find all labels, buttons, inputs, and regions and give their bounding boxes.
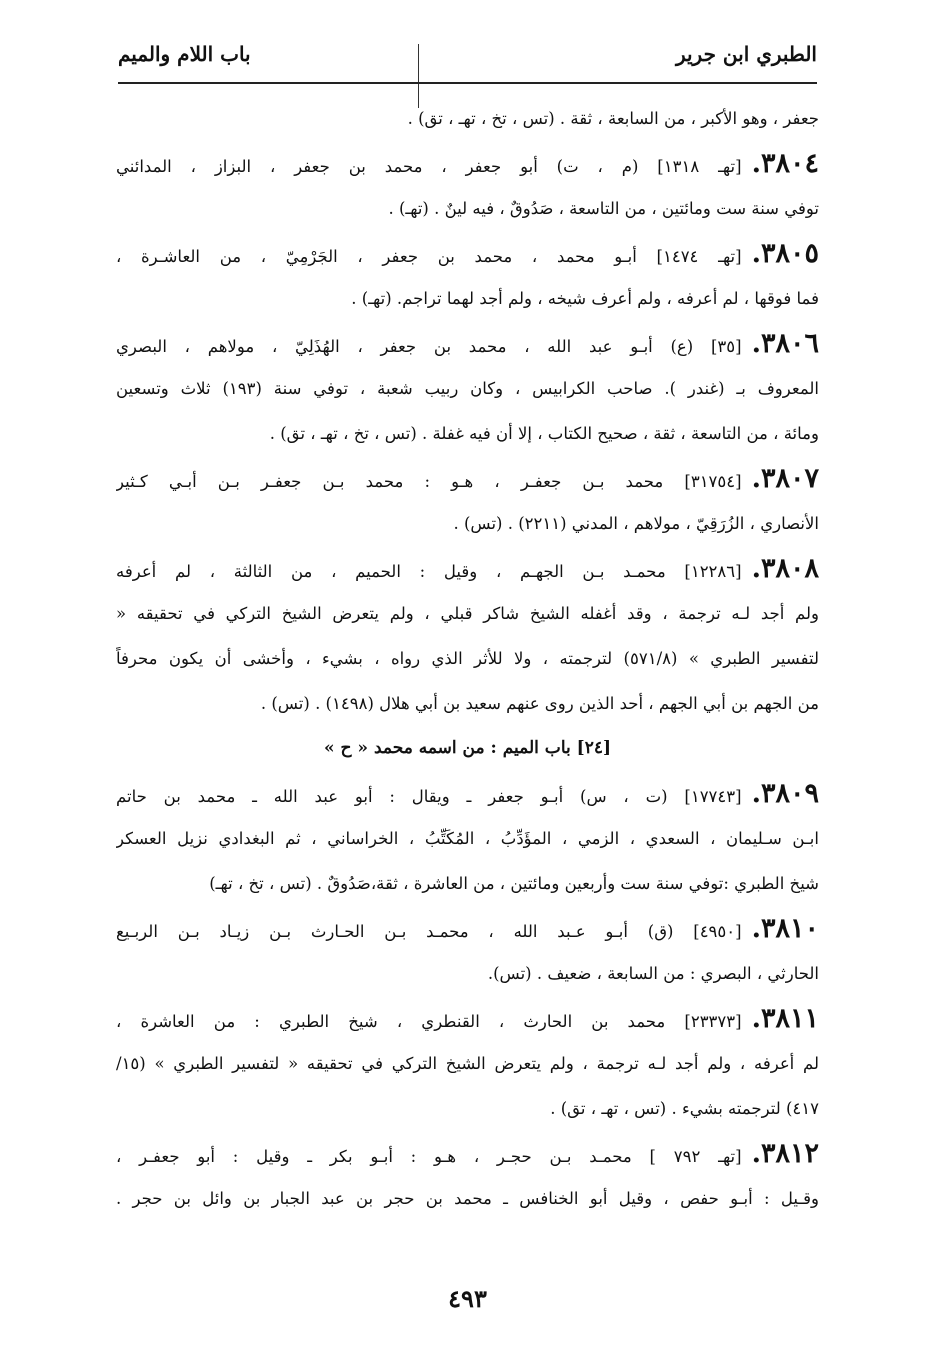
line-text: المعروف بـ (غندر ). صاحب الكرابيس ، وكان ربيب شعبة ، توفي سنة (١٩٣) ثلاث وتسعين <box>116 379 819 398</box>
text-line <box>116 771 819 816</box>
line-text: [٢٣٣٧٣] محمد بن الحارث ، القنطري ، شيخ الطبري : من العاشرة ، <box>116 1012 742 1031</box>
text-line <box>116 411 819 456</box>
text-line <box>116 186 819 231</box>
line-text: ٤١٧) لترجمته بشيء . (تس ، تهـ ، تق) . <box>550 1099 819 1118</box>
line-text: توفي سنة ست ومائتين ، من التاسعة ، صَدُوقٌ ، فيه لينٌ . (تهـ) . <box>388 199 819 218</box>
line-text: [٤٩٥٠] (ق) أبـو عـبد الله ، محمـد بـن الحـارث بـن زيـاد بـن الربـيع <box>116 922 742 941</box>
text-line <box>116 141 819 186</box>
entry-number: ٣٨٠٤. <box>751 148 819 179</box>
text-line <box>116 681 819 726</box>
page-header <box>118 38 817 84</box>
line-text: فما فوقها ، لم أعرفه ، ولم أعرف شيخه ، ولم أجد لهما تراجم. (تهـ) . <box>351 289 819 308</box>
text-line <box>116 861 819 906</box>
line-text: من الجهم بن أبي الجهم ، أحد الذين روى عنهم سعيد بن أبي هلال (١٤٩٨) . (تس) . <box>260 694 819 713</box>
chapter-title: باب اللام والميم <box>118 42 251 66</box>
line-text: [٣١٧٥٤] محمد بـن جعفـر ، هـو : محمد بـن جعفـر بـن أبـي كـثير <box>116 472 742 491</box>
text-line <box>116 96 819 141</box>
entry-number: ٣٨٠٨. <box>751 553 819 584</box>
line-text: الحارثي ، البصري : من السابعة ، ضعيف . (تس). <box>487 964 819 983</box>
text-line <box>116 231 819 276</box>
text-line <box>116 366 819 411</box>
line-text: شيخ الطبري :توفي سنة ست وأربعين ومائتين ، من العاشرة ، ثقة،صَدُوقٌ . (تس ، تخ ، تهـ) <box>209 874 819 893</box>
text-line <box>116 1086 819 1131</box>
line-text: [٣٥] (ع) أبـو عبد الله ، محمد بن جعفر ، الهُذَلِيّ ، مولاهم ، البصري <box>116 337 742 356</box>
section-heading: [٢٤] باب الميم : من اسمه محمد « ح » <box>324 738 611 758</box>
line-text: وقـيل : أبـو حفص ، وقيل أبو الخنافس ـ محمد بن حجر بن عبد الجبار بن وائل بن حجر . <box>116 1189 819 1208</box>
book-title: الطبري ابن جرير <box>675 42 817 66</box>
entry-number: ٣٨٠٥. <box>751 238 819 269</box>
line-text: ولم أجد لـه ترجمة ، وقد أغفله الشيخ شاكر قبلي ، ولم يتعرض الشيخ التركي في تحقيقه « <box>116 604 819 623</box>
page-number: ٤٩٣ <box>448 1284 487 1313</box>
line-text: [تهـ ١٣١٨] (م ، ت) أبو جعفر ، محمد بن جعفر ، البزاز ، المدائني <box>116 157 742 176</box>
text-line <box>116 546 819 591</box>
header-rule <box>118 82 817 84</box>
text-line <box>116 591 819 636</box>
text-line <box>116 996 819 1041</box>
entry-number: ٣٨١٢. <box>751 1138 819 1169</box>
text-line <box>116 321 819 366</box>
text-line <box>116 1041 819 1086</box>
text-line <box>116 1176 819 1221</box>
line-text: جعفر ، وهو الأكبر ، من السابعة ، ثقة . (تس ، تخ ، تهـ ، تق) . <box>407 109 819 128</box>
text-line <box>116 276 819 321</box>
text-line <box>116 456 819 501</box>
line-text: [تهـ ٧٩٢ ] محمـد بـن حجـر ، هـو : أبـو بكر ـ وقيل : أبو جعفـر ، <box>116 1147 742 1166</box>
entry-number: ٣٨٠٧. <box>751 463 819 494</box>
entry-number: ٣٨١٠. <box>751 913 819 944</box>
line-text: ابـن سـليمان ، السعدي ، الزمي ، المؤَدِّبُ ، المُكَتِّبُ ، الخراساني ، ثم البغدادي نزيل العسكر <box>116 829 819 848</box>
text-line <box>116 1131 819 1176</box>
text-line <box>116 906 819 951</box>
line-text: لتفسير الطبري » (٥٧١/٨) لترجمته ، ولا للأثر الذي رواه ، بشيء ، وأخشى أن يكون محرفاً <box>116 649 819 668</box>
entry-number: ٣٨١١. <box>751 1003 819 1034</box>
text-line <box>116 951 819 996</box>
line-text: لم أعرفه ، ولم أجد لـه ترجمة ، ولم يتعرض الشيخ التركي في تحقيقه « لتفسير الطبري » (١٥/ <box>116 1054 819 1073</box>
line-text: [١٢٢٨٦] محمـد بـن الجهـم ، وقيل : الحميم ، من الثالثة ، لم أعرفه <box>116 562 742 581</box>
entry-number: ٣٨٠٩. <box>751 778 819 809</box>
text-line <box>116 501 819 546</box>
line-text: ومائة ، من التاسعة ، ثقة ، صحيح الكتاب ، إلا أن فيه غفلة . (تس ، تخ ، تهـ ، تق) . <box>269 424 819 443</box>
page-body <box>116 96 819 1221</box>
line-text: الأنصاري ، الزُرَقِيّ ، مولاهم ، المدني (٢٢١١) . (تس) . <box>453 514 819 533</box>
line-text: [١٧٧٤٣] (ت ، س) أبـو جعفر ـ ويقال : أبو عبد الله ـ محمد بن حاتم <box>116 787 742 806</box>
text-line <box>116 636 819 681</box>
line-text: [تهـ ١٤٧٤] أبـو محمد ، محمد بن جعفر ، الجَرْمِيّ ، من العاشـرة ، <box>116 247 742 266</box>
text-line <box>116 816 819 861</box>
entry-number: ٣٨٠٦. <box>751 328 819 359</box>
